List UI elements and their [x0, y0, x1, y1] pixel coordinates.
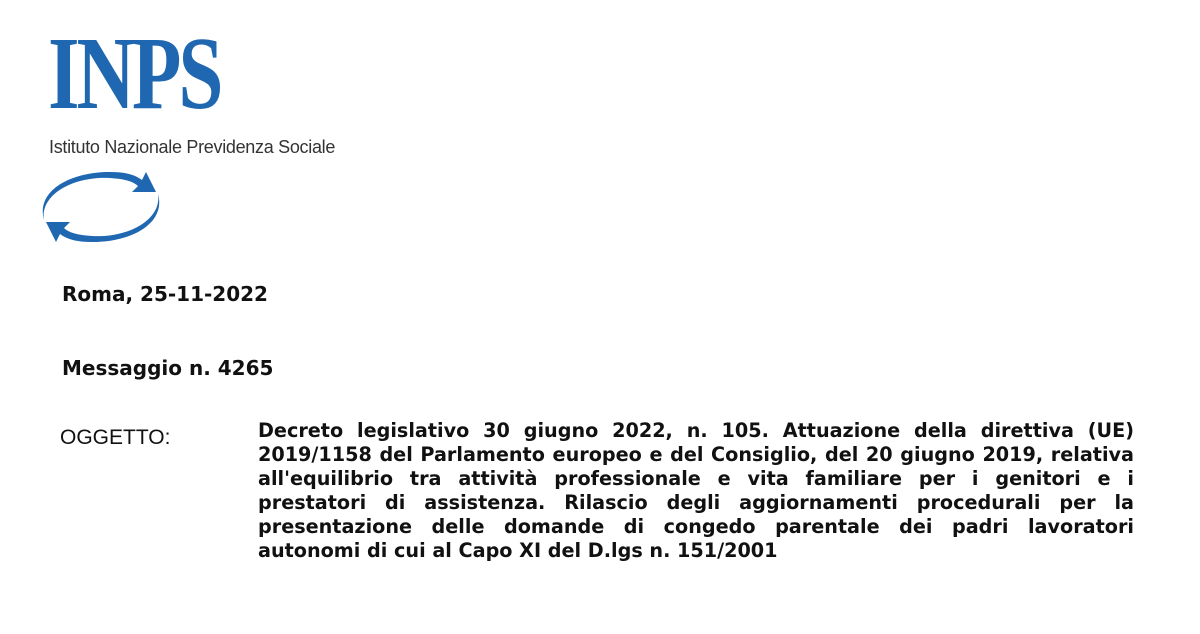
message-number: Messaggio n. 4265	[62, 356, 274, 380]
logo-wordmark: INPS	[48, 16, 221, 131]
circular-arrows-icon	[34, 168, 166, 246]
institute-name: Istituto Nazionale Previdenza Sociale	[49, 137, 336, 157]
subject-label: OGGETTO:	[60, 426, 171, 449]
document-date: Roma, 25-11-2022	[62, 282, 268, 306]
subject-text: Decreto legislativo 30 giugno 2022, n. 105. Attuazione della direttiva (UE) 2019/1158 del Parlamento europeo e del Consiglio, del 20 giugno 2019, relativa all'equilibrio tra attività professionale e vita familiare per i genitori e i prestatori di assistenza. Rilascio degli aggiornamenti procedurali per la presentazione delle domande di congedo parentale dei padri lavoratori autonomi di cui al Capo XI del D.lgs n. 151/2001	[258, 419, 1134, 562]
